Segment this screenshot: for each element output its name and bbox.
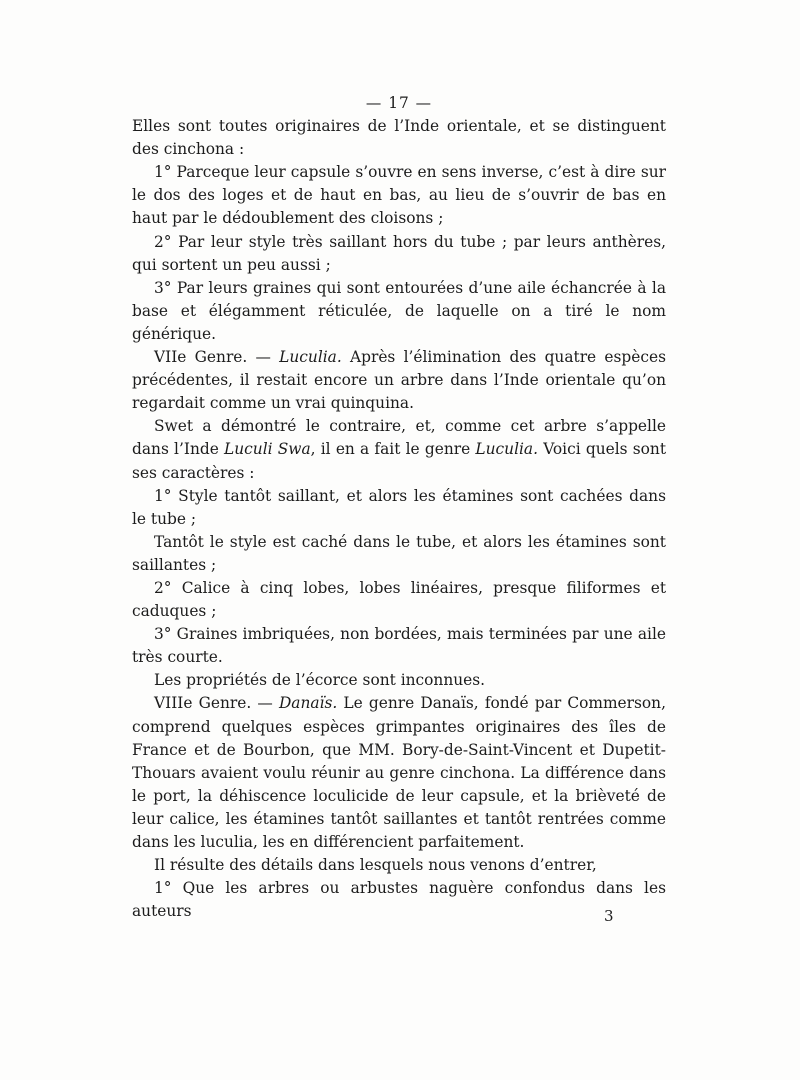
text-run: Il résulte des détails dans lesquels nous venons d’entrer,: [154, 856, 597, 875]
paragraph: [132, 346, 666, 415]
text-run: , il en a fait le genre: [310, 440, 476, 459]
text-run: 3° Par leurs graines qui sont entourées d’une aile échancrée à la base et élégamment réticulée, de laquelle on a tiré le nom générique.: [132, 278, 666, 343]
paragraph: [132, 231, 666, 277]
paragraph: [132, 623, 666, 669]
italic-text: Luculia.: [279, 348, 342, 367]
paragraph: [132, 115, 666, 161]
page-body: [132, 92, 666, 923]
text-run: Les propriétés de l’écorce sont inconnues.: [154, 671, 486, 690]
paragraph: [132, 277, 666, 346]
italic-text: Luculi Swa: [224, 440, 311, 459]
text-run: Voici quels sont ses caractères :: [132, 440, 667, 482]
text-run: Swet a démontré le contraire, et, comme cet arbre s’appelle dans l’Inde: [132, 417, 666, 459]
text-run: Tantôt le style est caché dans le tube, et alors les étamines sont saillantes ;: [132, 532, 666, 574]
text-run: VIIIe Genre. —: [154, 694, 279, 713]
text-run: 1° Style tantôt saillant, et alors les étamines sont cachées dans le tube ;: [132, 486, 666, 528]
paragraph: [132, 877, 666, 923]
paragraph: [132, 692, 666, 854]
paragraph: [132, 854, 666, 877]
italic-text: Luculia.: [475, 440, 538, 459]
text-run: VIIe Genre. —: [154, 348, 280, 367]
paragraph: [132, 669, 666, 692]
paragraph: [132, 485, 666, 531]
signature-mark: 3: [604, 907, 614, 925]
paragraph: [132, 415, 666, 484]
text-run: Elles sont toutes originaires de l’Inde orientale, et se distinguent des cinchona :: [132, 117, 666, 159]
text-run: Après l’élimination des quatre espèces précédentes, il restait encore un arbre dans l’Inde orientale qu’on regardait comme un vrai quinquina.: [132, 348, 666, 413]
text-run: 2° Par leur style très saillant hors du tube ; par leurs anthères, qui sortent un peu aussi ;: [132, 232, 666, 274]
paragraph: [132, 531, 666, 577]
paragraph-list: [132, 115, 666, 923]
text-run: Le genre Danaïs, fondé par Commerson, comprend quelques espèces grimpantes originaires des îles de France et de Bourbon, que MM. Bory-de-Saint-Vincent et Dupetit-Thouars avaient voulu réunir au genre cinchona. La différence dans le port, la déhiscence loculicide de leur capsule, et la brièveté de leur calice, les étamines tantôt saillantes et tantôt rentrées comme dans les luculia, les en différencient parfaitement.: [132, 694, 666, 851]
text-run: 1° Parceque leur capsule s’ouvre en sens inverse, c’est à dire sur le dos des loges et de haut en bas, au lieu de s’ouvrir de bas en haut par le dédoublement des cloisons ;: [132, 163, 666, 228]
text-run: 2° Calice à cinq lobes, lobes linéaires, presque filiformes et caduques ;: [132, 578, 666, 621]
text-run: 3° Graines imbriquées, non bordées, mais terminées par une aile très courte.: [132, 625, 666, 667]
paragraph: [132, 161, 666, 230]
paragraph: [132, 577, 666, 623]
italic-text: Danaïs.: [278, 694, 338, 713]
text-run: 1° Que les arbres ou arbustes naguère confondus dans les auteurs: [132, 879, 666, 921]
page-number: — 17 —: [365, 94, 433, 112]
